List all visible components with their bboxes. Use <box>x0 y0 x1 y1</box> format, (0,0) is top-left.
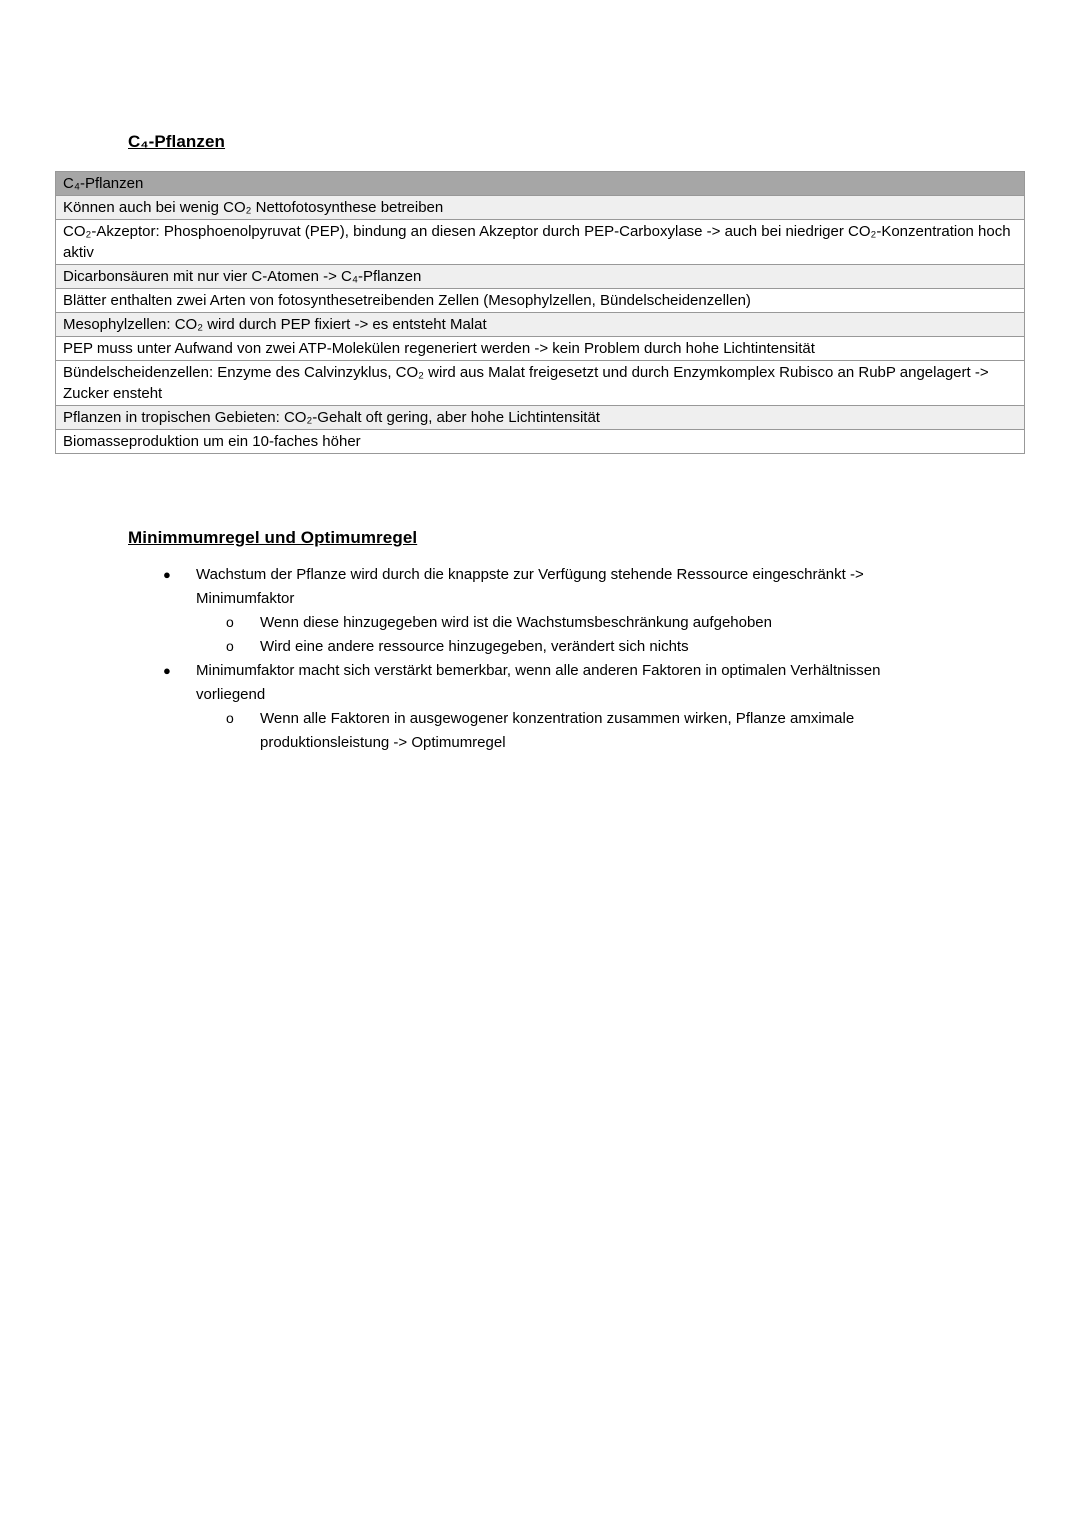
bullet-icon: ● <box>163 663 171 678</box>
list-subitem <box>0 707 1080 755</box>
table-row <box>56 196 1025 220</box>
table-row <box>56 337 1025 361</box>
list-item-text: Wird eine andere ressource hinzugegeben, verändert sich nichts <box>260 638 689 655</box>
list-item-text: Wachstum der Pflanze wird durch die knappste zur Verfügung stehende Ressource eingeschränkt -> Minimumfaktor <box>196 566 864 607</box>
circle-bullet-icon: o <box>226 638 234 654</box>
table-header-cell: C₄-Pflanzen <box>56 172 1025 196</box>
section-heading-c4-pflanzen: C₄-Pflanzen <box>128 132 226 151</box>
list-subitem <box>0 635 1080 659</box>
table-body <box>56 172 1025 454</box>
list-item-text: Wenn alle Faktoren in ausgewogener konzentration zusammen wirken, Pflanze amximale produktionsleistung -> Optimumregel <box>260 710 855 751</box>
table-cell: Mesophylzellen: CO₂ wird durch PEP fixiert -> es entsteht Malat <box>56 313 1025 337</box>
table-cell: Dicarbonsäuren mit nur vier C-Atomen -> C₄-Pflanzen <box>56 265 1025 289</box>
table-header-row <box>56 172 1025 196</box>
table-cell: Blätter enthalten zwei Arten von fotosynthesetreibenden Zellen (Mesophylzellen, Bündelscheidenzellen) <box>56 289 1025 313</box>
list-item-text: Wenn diese hinzugegeben wird ist die Wachstumsbeschränkung aufgehoben <box>260 614 772 631</box>
table-cell: Biomasseproduktion um ein 10-faches höher <box>56 430 1025 454</box>
section-heading-minimumregel: Minimmumregel und Optimumregel <box>128 528 418 547</box>
table-row <box>56 220 1025 265</box>
bullet-list <box>0 563 1080 755</box>
c4-pflanzen-table <box>55 171 1025 454</box>
table-row <box>56 361 1025 406</box>
table-cell: Pflanzen in tropischen Gebieten: CO₂-Gehalt oft gering, aber hohe Lichtintensität <box>56 406 1025 430</box>
list-item <box>0 659 1080 707</box>
bullet-icon: ● <box>163 567 171 582</box>
circle-bullet-icon: o <box>226 710 234 726</box>
table-row <box>56 430 1025 454</box>
table-row <box>56 313 1025 337</box>
table-row <box>56 289 1025 313</box>
table-cell: Bündelscheidenzellen: Enzyme des Calvinzyklus, CO₂ wird aus Malat freigesetzt und durch Enzymkomplex Rubisco an RubP angelagert -> Zucker ensteht <box>56 361 1025 406</box>
list-item <box>0 563 1080 611</box>
table-cell: Können auch bei wenig CO₂ Nettofotosynthese betreiben <box>56 196 1025 220</box>
table-row <box>56 406 1025 430</box>
list-subitem <box>0 611 1080 635</box>
circle-bullet-icon: o <box>226 614 234 630</box>
list-item-text: Minimumfaktor macht sich verstärkt bemerkbar, wenn alle anderen Faktoren in optimalen Verhältnissen vorliegend <box>196 662 881 703</box>
table-cell: PEP muss unter Aufwand von zwei ATP-Molekülen regeneriert werden -> kein Problem durch hohe Lichtintensität <box>56 337 1025 361</box>
table-row <box>56 265 1025 289</box>
table-cell: CO₂-Akzeptor: Phosphoenolpyruvat (PEP), bindung an diesen Akzeptor durch PEP-Carboxylase -> auch bei niedriger CO₂-Konzentration hoch aktiv <box>56 220 1025 265</box>
